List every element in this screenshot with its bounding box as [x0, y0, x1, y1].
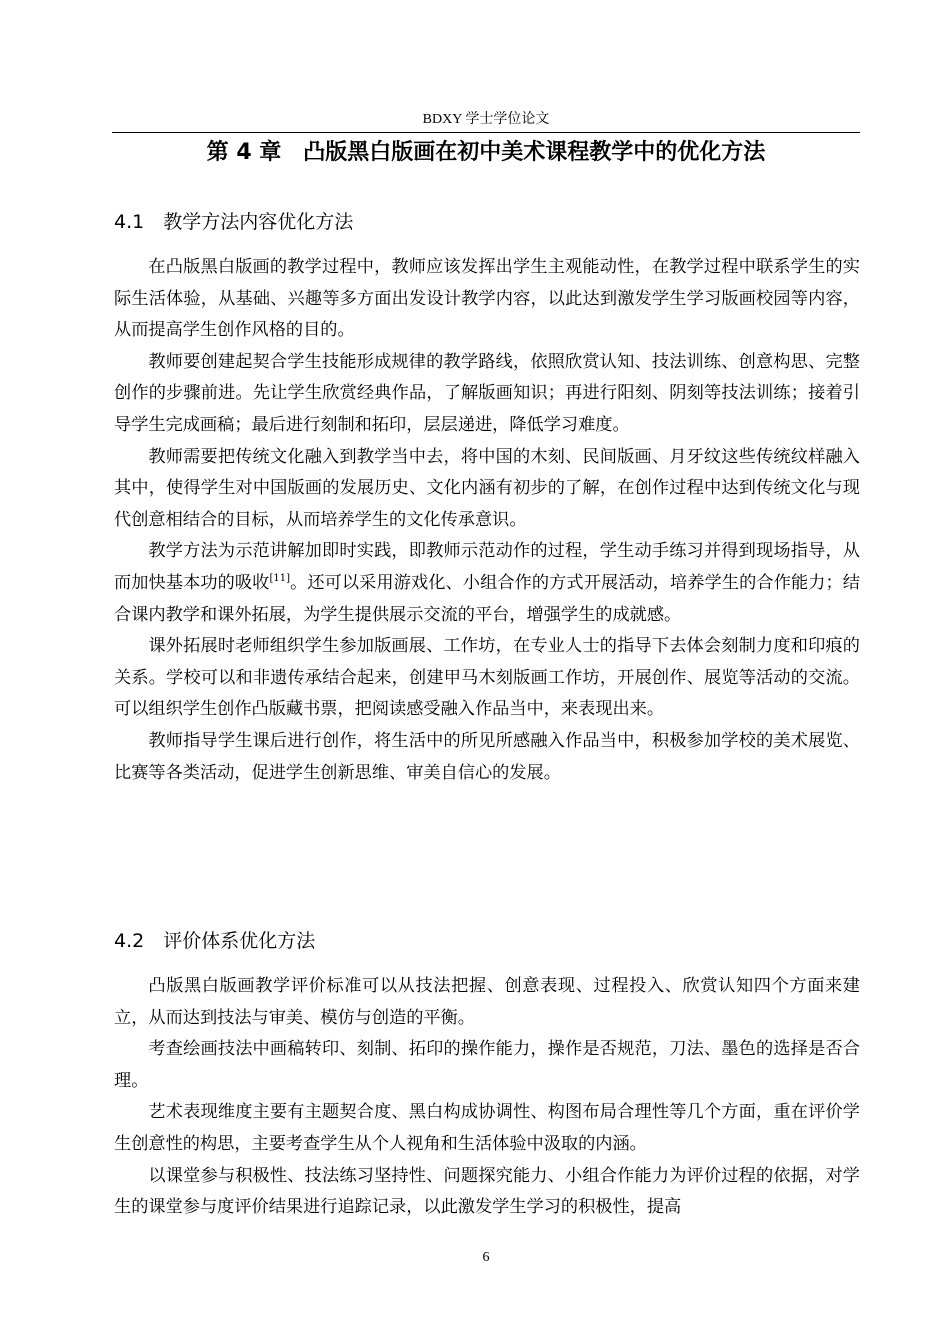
paragraph: 教师要创建起契合学生技能形成规律的教学路线，依照欣赏认知、技法训练、创意构思、完整创作的步骤前进。先让学生欣赏经典作品，了解版画知识；再进行阳刻、阴刻等技法训练；接着引导学生完成画稿；最后进行刻制和拓印，层层递进，降低学习难度。 [114, 351, 860, 435]
paragraph-with-citation [114, 536, 860, 631]
paragraph: 考查绘画技法中画稿转印、刻制、拓印的操作能力，操作是否规范，刀法、墨色的选择是否合理。 [114, 1039, 860, 1091]
section-4-2-body [114, 971, 860, 1224]
header-divider [112, 132, 860, 133]
paragraph: 课外拓展时老师组织学生参加版画展、工作坊，在专业人士的指导下去体会刻制力度和印痕的关系。学校可以和非遗传承结合起来，创建甲马木刻版画工作坊，开展创作、展览等活动的交流。可以组织学生创作凸版藏书票，把阅读感受融入作品当中，来表现出来。 [114, 636, 860, 720]
paragraph: 教师指导学生课后进行创作，将生活中的所见所感融入作品当中，积极参加学校的美术展览、比赛等各类活动，促进学生创新思维、审美自信心的发展。 [114, 730, 860, 783]
section-heading-4-1: 4.1 教学方法内容优化方法 [114, 211, 354, 233]
paragraph: 以课堂参与积极性、技法练习坚持性、问题探究能力、小组合作能力为评价过程的依据，对学生的课堂参与度评价结果进行追踪记录，以此激发学生学习的积极性，提高 [114, 1165, 860, 1218]
paragraph-text: 教学方法为示范讲解加即时实践，即教师示范动作的过程，学生动手练习并得到现场指导，从而加快基本功的吸收 [114, 541, 860, 593]
paragraph: 凸版黑白版画教学评价标准可以从技法把握、创意表现、过程投入、欣赏认知四个方面来建立，从而达到技法与审美、模仿与创造的平衡。 [114, 976, 860, 1028]
running-header: BDXY 学士学位论文 [422, 112, 550, 127]
paragraph: 教师需要把传统文化融入到教学当中去，将中国的木刻、民间版画、月牙纹这些传统纹样融入其中，使得学生对中国版画的发展历史、文化内涵有初步的了解，在创作过程中达到传统文化与现代创意相结合的目标，从而培养学生的文化传承意识。 [114, 446, 860, 530]
paragraph: 在凸版黑白版画的教学过程中，教师应该发挥出学生主观能动性，在教学过程中联系学生的实际生活体验，从基础、兴趣等多方面出发设计教学内容，以此达到激发学生学习版画校园等内容，从而提高学生创作风格的目的。 [114, 257, 860, 341]
section-4-1-body [114, 252, 860, 789]
paragraph-text: 。还可以采用游戏化、小组合作的方式开展活动，培养学生的合作能力；结合课内教学和课外拓展，为学生提供展示交流的平台，增强学生的成就感。 [114, 572, 860, 625]
section-heading-4-2: 4.2 评价体系优化方法 [114, 930, 316, 952]
citation-marker: [11] [269, 572, 290, 584]
chapter-title: 第 4 章 凸版黑白版画在初中美术课程教学中的优化方法 [206, 140, 766, 165]
page-number: 6 [482, 1250, 490, 1265]
paragraph: 艺术表现维度主要有主题契合度、黑白构成协调性、构图布局合理性等几个方面，重在评价学生创意性的构思，主要考查学生从个人视角和生活体验中汲取的内涵。 [114, 1102, 860, 1154]
